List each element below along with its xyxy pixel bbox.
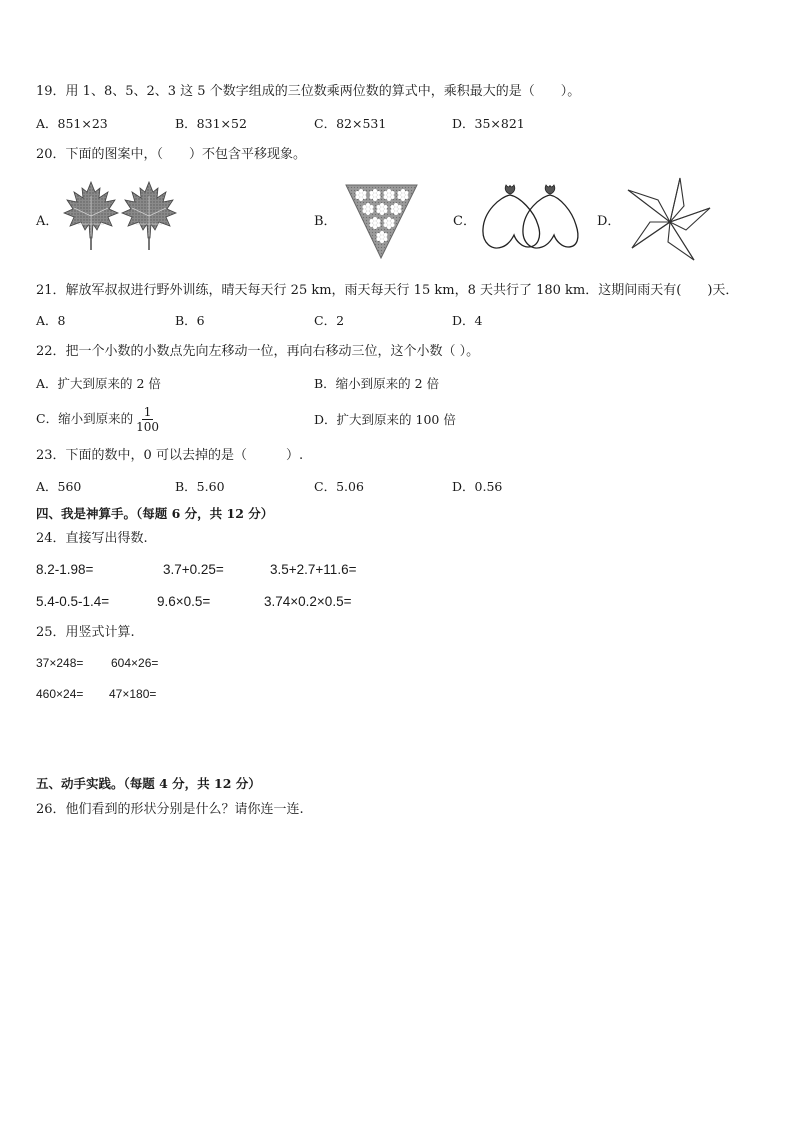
q21-option-a[interactable]: A．8	[36, 313, 66, 328]
q24-expr: 5.4-0.5-1.4=	[36, 594, 110, 609]
q22-option-c[interactable]	[36, 402, 160, 436]
q19-stem: 19．用 1、8、5、2、3 这 5 个数字组成的三位数乘两位数的算式中，乘积最大的是（ ）。	[36, 84, 581, 99]
q25-expr: 460×24=	[36, 687, 84, 701]
q20-option-a-label[interactable]: A．	[36, 214, 59, 229]
q25-stem: 25．用竖式计算.	[36, 625, 135, 640]
fraction-numerator: 1	[143, 405, 152, 419]
q20-option-c-label[interactable]: C．	[453, 214, 476, 229]
q21-option-b[interactable]: B．6	[175, 313, 205, 328]
q20-option-d-label[interactable]: D．	[597, 214, 621, 229]
q22-option-c-text: C．缩小到原来的	[36, 411, 134, 426]
q24-expr: 9.6×0.5=	[157, 594, 211, 609]
q26-stem: 26．他们看到的形状分别是什么？请你连一连.	[36, 802, 304, 817]
q25-expr: 604×26=	[111, 656, 159, 670]
q24-stem: 24．直接写出得数.	[36, 531, 148, 546]
q20-option-b-label[interactable]: B．	[314, 214, 337, 229]
q19-option-c[interactable]: C．82×531	[314, 116, 387, 131]
q22-stem: 22．把一个小数的小数点先向左移动一位，再向右移动三位，这个小数（ ）。	[36, 344, 480, 359]
q20-stem: 20．下面的图案中，（ ）不包含平移现象。	[36, 147, 307, 162]
hearts-figure	[480, 181, 580, 261]
q24-expr: 3.7+0.25=	[163, 562, 224, 577]
q21-option-d[interactable]: D．4	[452, 313, 483, 328]
q21-stem: 21．解放军叔叔进行野外训练，晴天每天行 25 km，雨天每天行 15 km，8 天共行了 180 km．这期间雨天有( )天．	[36, 283, 739, 298]
q24-expr: 8.2-1.98=	[36, 562, 94, 577]
q19-option-b[interactable]: B．831×52	[175, 116, 247, 131]
maple-leaves-figure	[62, 180, 180, 256]
q24-expr: 3.74×0.2×0.5=	[264, 594, 352, 609]
q23-option-b[interactable]: B．5.60	[175, 479, 225, 494]
q25-expr: 47×180=	[109, 687, 157, 701]
q23-option-c[interactable]: C．5.06	[314, 479, 364, 494]
fraction-one-hundredth	[135, 405, 160, 434]
q23-option-d[interactable]: D．0.56	[452, 479, 503, 494]
q22-option-d[interactable]: D．扩大到原来的 100 倍	[314, 412, 456, 427]
section-four-title: 四、我是神算手。（每题 6 分，共 12 分）	[36, 506, 274, 521]
q24-expr: 3.5+2.7+11.6=	[270, 562, 357, 577]
fraction-denominator: 100	[136, 420, 159, 434]
q19-option-a[interactable]: A．851×23	[36, 116, 108, 131]
pinwheel-figure	[624, 176, 716, 268]
q21-option-c[interactable]: C．2	[314, 313, 345, 328]
q25-expr: 37×248=	[36, 656, 84, 670]
snowflake-triangle-figure	[344, 183, 419, 259]
q23-option-a[interactable]: A．560	[36, 479, 82, 494]
q23-stem: 23．下面的数中，0 可以去掉的是（ ）.	[36, 448, 304, 463]
q22-option-a[interactable]: A．扩大到原来的 2 倍	[36, 376, 161, 391]
q22-option-b[interactable]: B．缩小到原来的 2 倍	[314, 376, 440, 391]
section-five-title: 五、动手实践。（每题 4 分，共 12 分）	[36, 776, 261, 791]
q19-option-d[interactable]: D．35×821	[452, 116, 525, 131]
